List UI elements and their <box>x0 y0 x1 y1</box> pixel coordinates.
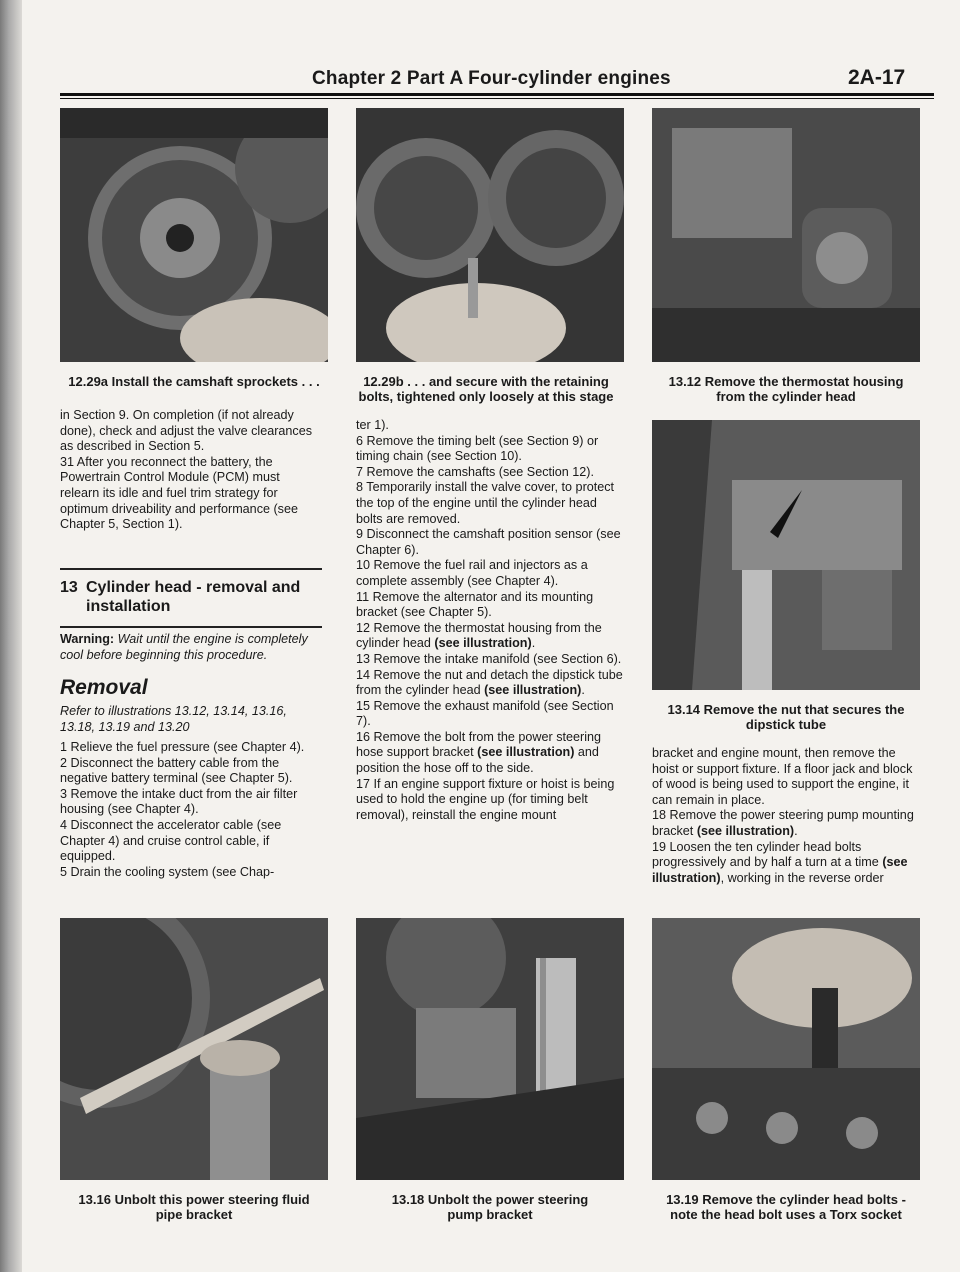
step-16-end: and position the hose off to the side. <box>356 745 599 776</box>
step-11: 11 Remove the alternator and its mounting bracket (see Chapter 5). <box>356 589 594 620</box>
col3-para-a: bracket and engine mount, then remove the hoist or support fixture. If a floor jack and block of wood is being used to support the engine, it can remain in place. <box>652 746 913 807</box>
step-12-end: . <box>531 636 536 651</box>
section-title-line2: installation <box>86 598 171 615</box>
step-14-text: 14 Remove the nut and detach the dipstick tube from the cylinder head <box>356 667 623 698</box>
step-19 <box>652 840 920 887</box>
section-rule-top <box>60 568 322 570</box>
caption-12-29b-line2: bolts, tightened only loosely at this stage <box>358 389 614 404</box>
step-19-end: , working in the reverse order <box>720 870 884 885</box>
column-1-steps <box>60 740 322 880</box>
caption-13-18-line2: pump bracket <box>447 1207 533 1222</box>
caption-13-18 <box>348 1192 632 1222</box>
step-14-illustration-ref: (see illustration) <box>484 683 582 698</box>
column-1-top <box>60 408 322 533</box>
warning-text: Wait until the engine is completely cool before beginning this procedure. <box>60 632 308 662</box>
step-18-end: . <box>794 823 798 838</box>
caption-13-14 <box>652 702 920 732</box>
caption-13-16-line2: pipe bracket <box>155 1207 233 1222</box>
step-9: 9 Disconnect the camshaft position sensor (see Chapter 6). <box>356 527 621 557</box>
step-6: 6 Remove the timing belt (see Section 9) or timing chain (see Section 10). <box>356 433 599 464</box>
step-18-text: 18 Remove the power steering pump mounting bracket <box>652 808 914 838</box>
page-number: 2A-17 <box>848 66 906 89</box>
col1-para-a: in Section 9. On completion (if not already done), check and adjust the valve clearances as described in Section 5. <box>60 408 313 454</box>
warning-label: Warning: <box>60 632 115 646</box>
caption-13-19 <box>640 1192 932 1222</box>
section-number: 13 <box>60 579 78 596</box>
column-3 <box>652 746 920 886</box>
caption-13-19-line2: note the head bolt uses a Torx socket <box>670 1207 902 1222</box>
section-13-title <box>60 578 322 616</box>
caption-13-12-line2: from the cylinder head <box>716 389 856 404</box>
chapter-title: Chapter 2 Part A Four-cylinder engines <box>312 68 671 89</box>
step-14-end: . <box>581 683 585 698</box>
photo-thermostat-housing <box>652 108 920 362</box>
col2-cont: ter 1). <box>356 418 389 432</box>
step-16 <box>356 730 624 777</box>
step-3: 3 Remove the intake duct from the air filter housing (see Chapter 4). <box>60 786 298 817</box>
step-16-text: 16 Remove the bolt from the power steering hose support bracket <box>356 729 602 760</box>
caption-12-29b <box>336 374 636 404</box>
caption-12-29a: 12.29a Install the camshaft sprockets . . . <box>68 374 320 389</box>
subhead-removal: Removal <box>60 676 148 699</box>
step-12 <box>356 621 624 652</box>
step-14 <box>356 668 624 699</box>
caption-13-18-line1: 13.18 Unbolt the power steering <box>391 1192 589 1207</box>
caption-13-14-line1: 13.14 Remove the nut that secures the <box>667 702 905 717</box>
step-19-illustration-ref: (see illustration) <box>652 855 908 885</box>
step-1: 1 Relieve the fuel pressure (see Chapter 4). <box>60 740 305 754</box>
step-5: 5 Drain the cooling system (see Chap- <box>60 864 275 879</box>
caption-13-16 <box>52 1192 336 1222</box>
step-12-illustration-ref: (see illustration) <box>434 636 532 651</box>
photo-power-steering-fluid-pipe <box>60 918 328 1180</box>
caption-12-29b-line1: 12.29b . . . and secure with the retaining <box>363 374 609 389</box>
step-10: 10 Remove the fuel rail and injectors as a complete assembly (see Chapter 4). <box>356 558 588 588</box>
step-18-illustration-ref: (see illustration) <box>696 823 795 838</box>
step-12-text: 12 Remove the thermostat housing from the cylinder head <box>356 620 602 651</box>
photo-power-steering-pump-bracket <box>356 918 624 1180</box>
section-rule-bottom <box>60 626 322 628</box>
caption-13-12 <box>640 374 932 404</box>
photo-dipstick-tube <box>652 420 920 690</box>
col1-para-b: 31 After you reconnect the battery, the Powertrain Control Module (PCM) must relearn its idle and fuel trim strategy for optimum driveability and performance (see Chapter 5, Section 1). <box>60 454 298 532</box>
step-2: 2 Disconnect the battery cable from the negative battery terminal (see Chapter 5). <box>60 755 293 786</box>
step-8: 8 Temporarily install the valve cover, to protect the top of the engine until the cylinder head bolts are removed. <box>356 480 615 526</box>
step-13: 13 Remove the intake manifold (see Section 6). <box>356 651 622 666</box>
caption-13-14-line2: dipstick tube <box>745 717 827 732</box>
caption-13-19-line1: 13.19 Remove the cylinder head bolts - <box>666 1192 906 1207</box>
step-17: 17 If an engine support fixture or hoist is being used to hold the engine up (for timing belt removal), reinstall the engine mount <box>356 776 615 822</box>
step-18 <box>652 808 920 839</box>
caption-13-12-line1: 13.12 Remove the thermostat housing <box>668 374 904 389</box>
page-binding-shadow <box>0 0 22 1272</box>
photo-retaining-bolts <box>356 108 624 362</box>
step-16-illustration-ref: (see illustration) <box>477 745 575 760</box>
photo-camshaft-sprockets <box>60 108 328 362</box>
photo-cylinder-head-bolts <box>652 918 920 1180</box>
section-title-line1: Cylinder head - removal and <box>86 579 301 596</box>
caption-13-16-line1: 13.16 Unbolt this power steering fluid <box>78 1192 310 1207</box>
warning-note <box>60 632 322 663</box>
step-7: 7 Remove the camshafts (see Section 12). <box>356 464 594 479</box>
header-rule-thin <box>60 98 934 99</box>
column-2 <box>356 418 624 823</box>
step-15: 15 Remove the exhaust manifold (see Section 7). <box>356 698 614 729</box>
step-19-text: 19 Loosen the ten cylinder head bolts progressively and by half a turn at a time <box>652 839 879 870</box>
refer-illustrations: Refer to illustrations 13.12, 13.14, 13.16, 13.18, 13.19 and 13.20 <box>60 704 287 734</box>
header-rule <box>60 93 934 96</box>
step-4: 4 Disconnect the accelerator cable (see Chapter 4) and cruise control cable, if equipped. <box>60 817 282 864</box>
